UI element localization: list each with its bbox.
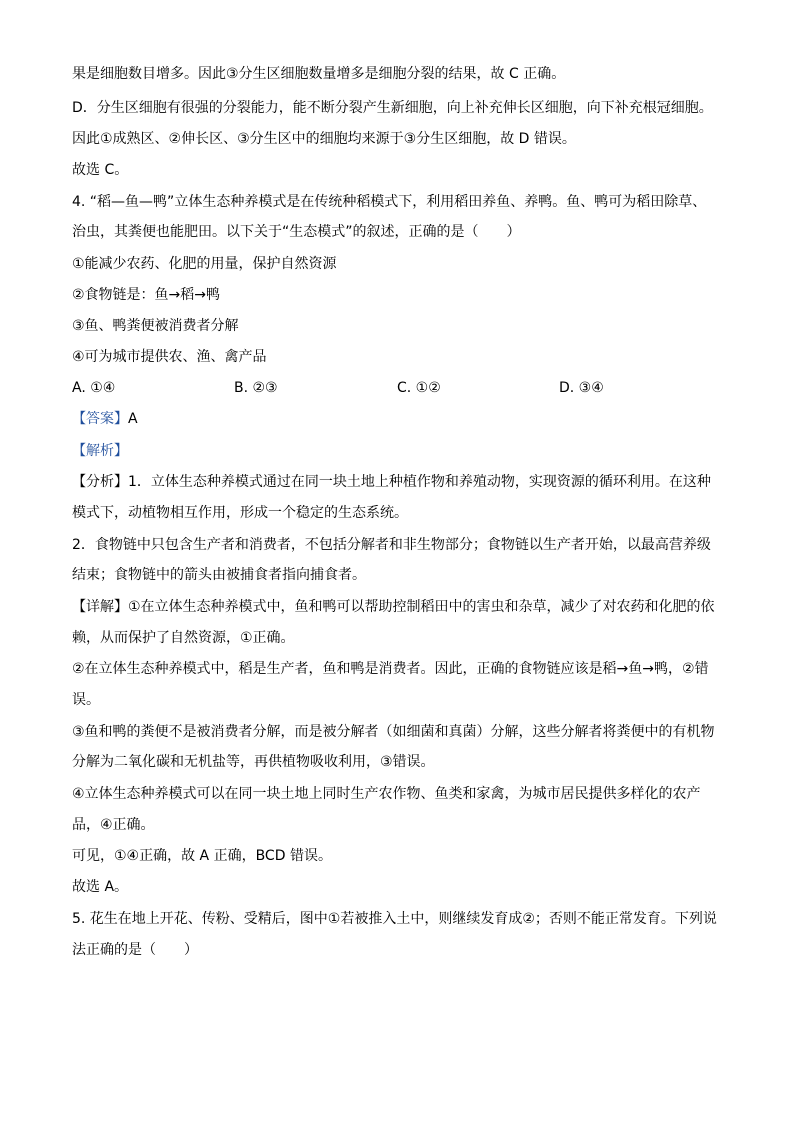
detail-line: 赖，从而保护了自然资源，①正确。 [72, 630, 295, 646]
detail-line: ④立体生态种养模式可以在同一块土地上同时生产农作物、鱼类和家禽，为城市居民提供多样化的农产 [72, 786, 701, 802]
detail-tag: 【详解】 [72, 599, 128, 615]
analysis-line: 模式下，动植物相互作用，形成一个稳定的生态系统。 [72, 505, 408, 521]
option-a: A. ①④ [72, 380, 116, 396]
statement-2: ②食物链是：鱼→稻→鸭 [72, 287, 221, 303]
detail-line [72, 597, 732, 617]
analysis-line [72, 472, 732, 492]
detail-line: ③鱼和鸭的粪便不是被消费者分解，而是被分解者（如细菌和真菌）分解，这些分解者将粪便中的有机物 [72, 724, 715, 740]
text-line: 果是细胞数目增多。因此③分生区细胞数量增多是细胞分裂的结果，故 C 正确。 [72, 66, 566, 82]
question-4-stem: 治虫，其粪便也能肥田。以下关于“生态模式”的叙述，正确的是（ ） [72, 224, 521, 240]
analysis-line: 结束；食物链中的箭头由被捕食者指向捕食者。 [72, 567, 366, 583]
option-b: B. ②③ [234, 380, 278, 396]
question-4-stem: 4. “稻—鱼—鸭”立体生态种养模式是在传统种稻模式下，利用稻田养鱼、养鸭。鱼、鸭可为稻田除草、 [72, 194, 707, 210]
detail-line: 分解为二氧化碳和无机盐等，再供植物吸收利用，③错误。 [72, 754, 435, 770]
text-line: 因此①成熟区、②伸长区、③分生区中的细胞均来源于③分生区细胞，故 D 错误。 [72, 131, 576, 147]
statement-1: ①能减少农药、化肥的用量，保护自然资源 [72, 256, 337, 272]
detail-text: ①在立体生态种养模式中，鱼和鸭可以帮助控制稻田中的害虫和杂草，减少了对农药和化肥的依 [128, 599, 715, 615]
statement-4: ④可为城市提供农、渔、禽产品 [72, 349, 267, 365]
detail-choice: 故选 A。 [72, 879, 129, 895]
analysis-tag: 【分析】 [72, 474, 128, 490]
detail-line: 品，④正确。 [72, 817, 155, 833]
option-d: D. ③④ [559, 380, 604, 396]
detail-line: ②在立体生态种养模式中，稻是生产者，鱼和鸭是消费者。因此，正确的食物链应该是稻→鱼→鸭，②错 [72, 661, 709, 677]
analysis-text: 1．立体生态种养模式通过在同一块土地上种植作物和养殖动物，实现资源的循环利用。在这种 [128, 474, 711, 490]
detail-conclusion: 可见，①④正确，故 A 正确，BCD 错误。 [72, 848, 332, 864]
option-c: C. ①② [397, 380, 441, 396]
analysis-heading [72, 441, 732, 461]
text-line: D．分生区细胞有很强的分裂能力，能不断分裂产生新细胞，向上补充伸长区细胞，向下补充根冠细胞。 [72, 100, 713, 116]
answer-tag: 【答案】 [72, 411, 128, 427]
question-5-stem: 法正确的是（ ） [72, 942, 198, 958]
statement-3: ③鱼、鸭粪便被消费者分解 [72, 318, 239, 334]
answer-value: A [128, 411, 138, 427]
answer-options [72, 378, 732, 398]
analysis-line: 2．食物链中只包含生产者和消费者，不包括分解者和非生物部分；食物链以生产者开始，以最高营养级 [72, 537, 711, 553]
detail-line: 误。 [72, 692, 100, 708]
question-5-stem: 5. 花生在地上开花、传粉、受精后，图中①若被推入土中，则继续发育成②；否则不能正常发育。下列说 [72, 911, 717, 927]
analysis-heading-tag: 【解析】 [72, 443, 128, 459]
answer-line [72, 409, 732, 429]
text-line: 故选 C。 [72, 162, 129, 178]
